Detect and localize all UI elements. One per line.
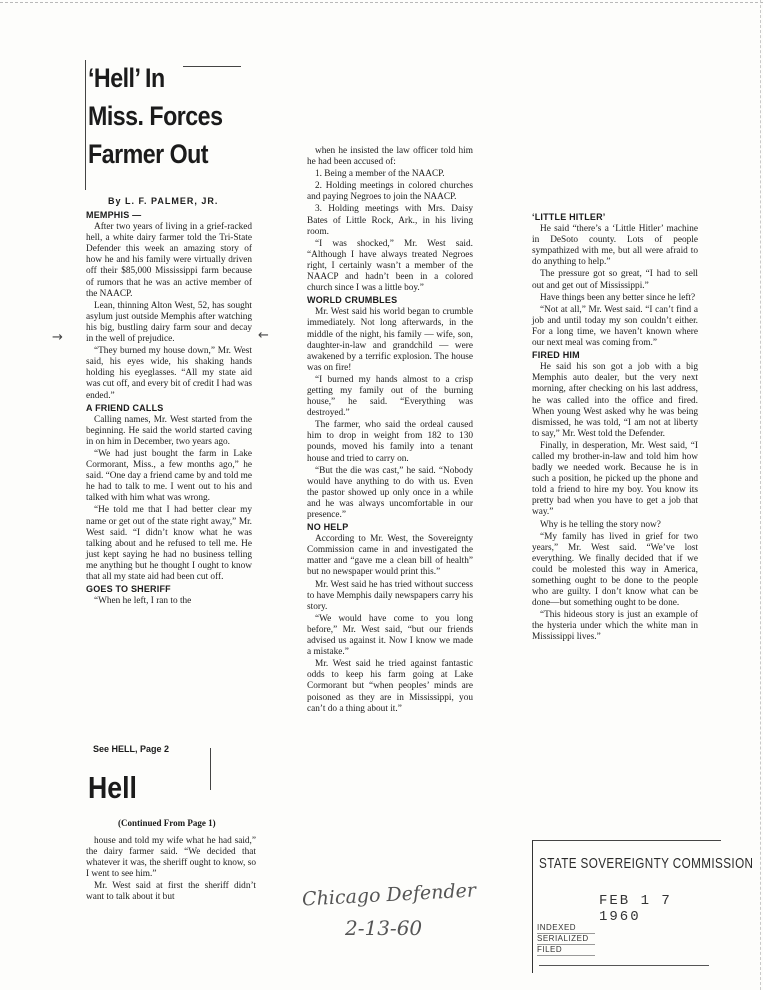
stamp-item-serialized: SERIALIZED	[537, 934, 595, 945]
headline-line-1: ‘Hell’ In	[88, 63, 165, 93]
right-margin-arrow-mark: ←	[258, 328, 269, 343]
paragraph: “I was shocked,” Mr. West said. “Although I have always treated Negroes right, I certainly wasn’t a member of the NAACP and hadn’t been in a colored church since I was a little boy.”	[307, 238, 473, 294]
scan-edge-top	[0, 2, 763, 3]
article-column-3	[532, 212, 698, 644]
continuation-divider	[210, 748, 211, 790]
paragraph: Have things been any better since he left?	[540, 292, 696, 303]
paragraph: when he insisted the law officer told him he had been accused of:	[307, 146, 473, 168]
continuation-headline: Hell	[88, 770, 137, 805]
paragraph: Lean, thinning Alton West, 52, has sought asylum just outside Memphis after watching his big, bustling dairy farm sour and decay in the well of prejudice.	[86, 300, 252, 345]
paragraph: Finally, in desperation, Mr. West said, “I called my brother-in-law and told him how badly we needed work. Because he is in such a position, he picked up the phone and told a friend to hire my boy. You know its pretty bad when you have to get a job that way.”	[532, 440, 698, 518]
paragraph: 2. Holding meetings in colored churches and paying Negroes to join the NAACP.	[307, 181, 473, 203]
paragraph: “My family has lived in grief for two years,” Mr. West said. “We’ve lost everything. We finally decided that if we could be molested this way in America, something ought to be done to the people who are guilty. I don’t know what can be done—but something ought to be done.	[532, 531, 698, 609]
stamp-title: STATE SOVEREIGNTY COMMISSION	[539, 855, 754, 872]
stamp-date: FEB 1 7 1960	[599, 893, 672, 925]
dateline: MEMPHIS —	[86, 210, 142, 220]
continued-from-label: (Continued From Page 1)	[118, 818, 216, 828]
stamp-base-line	[539, 965, 709, 966]
see-more-jump-line: See HELL, Page 2	[93, 744, 170, 754]
left-margin-arrow-mark: →	[52, 330, 63, 345]
paragraph: The farmer, who said the ordeal caused him to drop in weight from 182 to 130 pounds, moved his family into a tenant house and tried to carry on.	[307, 420, 473, 464]
subhead: ‘LITTLE HITLER’	[532, 212, 606, 222]
headline-line-2: Miss. Forces	[88, 101, 223, 131]
subhead: NO HELP	[307, 522, 349, 533]
article-column-1	[86, 210, 252, 607]
subhead: WORLD CRUMBLES	[307, 295, 398, 306]
paragraph: The pressure got so great, “I had to sell out and get out of Mississippi.”	[532, 269, 698, 291]
paragraph: Calling names, Mr. West started from the beginning. He said the world started caving in on him in December, two years ago.	[86, 414, 252, 447]
paragraph: Mr. West said his world began to crumble immediately. Not long afterwards, in the middle of the night, his family — wife, son, daughter-in-law and grandchild — were awakened by a terrific explosion. The house was on fire!	[307, 307, 473, 373]
paragraph: Why is he telling the story now?	[540, 519, 661, 530]
headline-left-rule	[85, 60, 86, 190]
article-column-1-continued	[86, 836, 256, 904]
byline: By L. F. PALMER, JR.	[108, 196, 219, 206]
paragraph: He said “there’s a ‘Little Hitler’ machine in DeSoto county. Lots of people sympathized with me, but all were afraid to do anything to help.”	[532, 224, 698, 268]
stamp-checklist	[537, 923, 595, 956]
paragraph: After two years of living in a grief-racked hell, a white dairy farmer told the Tri-State Defender this week an amazing story of how he and his family were virtually driven off their $85,000 Mississippi farm because of rumors that he was an active member of the NAACP.	[86, 222, 252, 299]
paragraph: Mr. West said he tried against fantastic odds to keep his farm going at Lake Cormorant but “when peoples’ minds are poisoned as they are in Mississippi, you can’t do a thing about it.”	[307, 659, 473, 714]
paragraph: “This hideous story is just an example of the hysteria under which the white man in Mississippi lives.”	[532, 610, 698, 643]
paragraph: “We had just bought the farm in Lake Cormorant, Miss., a few months ago,” he said. “One day a friend came by and told me he had to talk to me. I went out to his and talked with him what was wrong.	[86, 448, 252, 504]
subhead: FIRED HIM	[532, 350, 580, 361]
paragraph: 3. Holding meetings with Mrs. Daisy Bates of Little Rock, Ark., in his living room.	[307, 204, 473, 237]
handwritten-source-note: Chicago Defender	[301, 879, 477, 911]
paragraph: He said his son got a job with a big Memphis auto dealer, but the very next morning, after checking on his last address, he was called into the office and fired. When young West asked why he was being dismissed, he was told, “I am not at liberty to say,” Mr. West told the Defender.	[532, 362, 698, 439]
paragraph: “Not at all,” Mr. West said. “I can’t find a job and until today my son couldn’t either. For a long time, we haven’t known where our next meal was coming from.”	[532, 304, 698, 349]
headline-line-3: Farmer Out	[88, 139, 209, 169]
headline-mark	[183, 66, 241, 67]
paragraph: “They burned my house down,” Mr. West said, his eyes wide, his shaking hands holding his eyeglasses. “All my state aid was cut off, and every bit of credit I had was ended.”	[86, 346, 252, 401]
paragraph: 1. Being a member of the NAACP.	[315, 169, 445, 180]
headline	[88, 62, 244, 170]
stamp-item-filed: FILED	[537, 945, 595, 956]
paragraph: Mr. West said he has tried without success to have Memphis daily newspapers carry his story.	[307, 579, 473, 612]
paragraph: “But the die was cast,” he said. “Nobody would have anything to do with us. Even the pastor showed up only once in a while and he was always uncomfortable in our presence.”	[307, 465, 473, 520]
subhead: A FRIEND CALLS	[86, 402, 164, 413]
paragraph: “We would have come to you long before,” Mr. West said, “but our friends advised us against it. Now I know we made a mistake.”	[307, 613, 473, 658]
paragraph: “He told me that I had better clear my name or get out of the state right away,” Mr. West said. “I didn’t know what he was talking about and he refused to tell me. He just kept saying he had no business telling me anything but he thought I ought to know that all my state aid had been cut off.	[86, 505, 252, 582]
paragraph: Mr. West said at first the sheriff didn’t want to talk about it but	[86, 881, 256, 903]
paragraph: “When he left, I ran to the	[94, 596, 192, 607]
paragraph: “I burned my hands almost to a crisp getting my family out of the burning house,” he said. “Everything was destroyed.”	[307, 374, 473, 419]
subhead: GOES TO SHERIFF	[86, 584, 171, 595]
paragraph: house and told my wife what he had said,” the dairy farmer said. “We decided that whatever it was, the sheriff ought to know, so I went to see him.”	[86, 836, 256, 880]
commission-received-stamp	[532, 840, 754, 973]
article-column-2	[307, 146, 473, 715]
scan-edge-right	[760, 0, 761, 990]
handwritten-date-note: 2-13-60	[345, 916, 423, 940]
paragraph: According to Mr. West, the Sovereignty Commission came in and investigated the matter and “gave me a clean bill of health” but no newspaper would print this.”	[307, 534, 473, 578]
stamp-item-indexed: INDEXED	[537, 923, 595, 934]
